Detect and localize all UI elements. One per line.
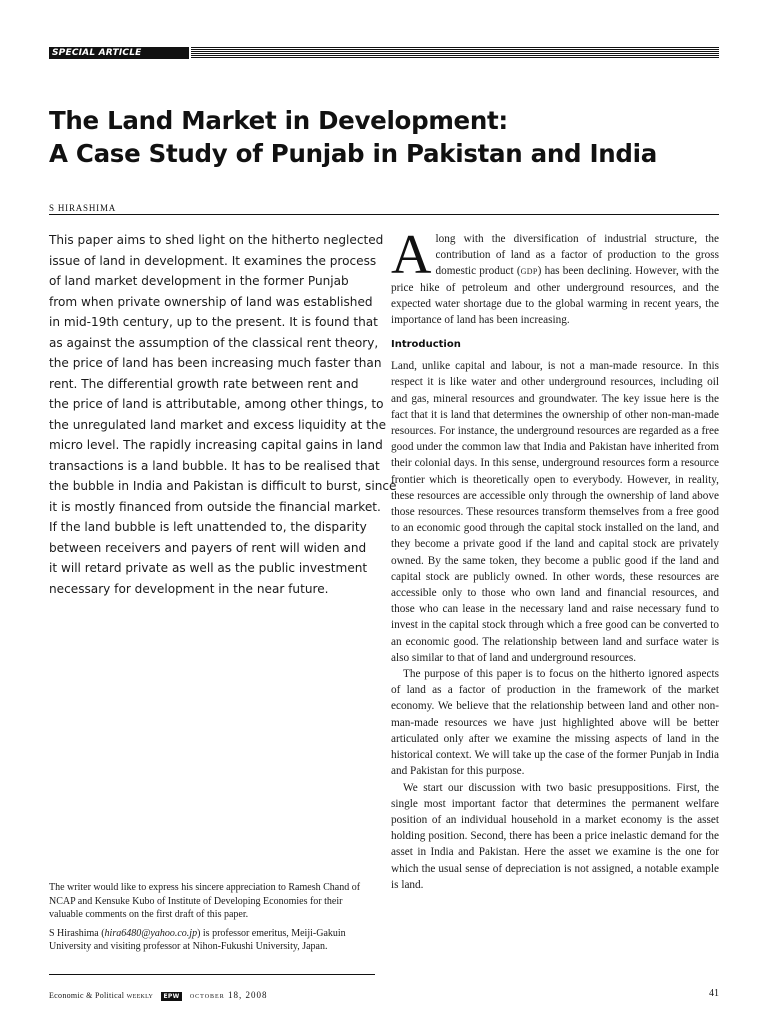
body-paragraph: The purpose of this paper is to focus on the hitherto ignored aspects of land as a factor of production in the framework of the market economy. We believe that the relationship between land and other non-man-made resources we have just highlighted above will be better articulated only after we examine the missing aspects of land in the historical context. We will take up the case of the former Punjab in India and Pakistan for this purpose. [391,668,719,778]
section-label: SPECIAL ARTICLE [49,47,189,59]
abstract-line: the price of land has been increasing much faster than [49,356,382,370]
byline-divider [49,214,719,215]
abstract-line: This paper aims to shed light on the hitherto neglected [49,233,384,247]
gdp-abbreviation: gdp [520,265,538,278]
article-body [391,224,720,893]
acknowledgement-note: The writer would like to express his sincere appreciation to Ramesh Chand of NCAP and Kensuke Kubo of Institute of Developing Economies for their valuable comments on the first draft of this paper. [49,882,361,920]
section-heading-introduction: Introduction [391,339,461,351]
abstract-line: transactions is a land bubble. It has to be realised that [49,458,380,473]
footnote-divider [49,974,375,975]
abstract [49,230,397,599]
article-title-line-1: The Land Market in Development: [49,106,508,135]
page-footer [49,990,267,1001]
abstract-line: in mid-19th century, up to the present. It is found that [49,315,378,329]
affiliation-prefix: S Hirashima ( [49,927,105,939]
section-decorative-rules [191,47,719,59]
lead-text-1: long with the diversification of industrial structure, the contribution of land as a factor of production to the gross domestic product ( [435,233,719,278]
article-title [49,104,719,170]
drop-cap: A [391,224,432,286]
abstract-line: issue of land in development. It examines the process [49,253,377,268]
author-affiliation-note [49,927,375,954]
issue-date: october 18, 2008 [189,990,268,1000]
article-title-line-2: A Case Study of Punjab in Pakistan and India [49,139,657,168]
abstract-line: from when private ownership of land was established [49,294,373,309]
journal-weekly: weekly [126,991,154,1000]
abstract-line: between receivers and payers of rent will widen and [49,540,367,555]
epw-logo-icon: EPW [163,992,180,1000]
abstract-line: micro level. The rapidly increasing capital gains in land [49,438,383,452]
abstract-line: If the land bubble is left unattended to, the disparity [49,520,367,534]
abstract-line: of land market development in the former Punjab [49,274,349,288]
abstract-line: the price of land is attributable, among other things, to [49,397,384,411]
page-number: 41 [709,988,719,999]
body-paragraph: Land, unlike capital and labour, is not a man-made resource. In this respect it is like water and other underground resources, including oil and gas, mineral resources and groundwater. The key issue here is the fact that it is land that determines the ownership of other non-man-made resources. For instance, the underground resources are regarded as a free good under the common law that India and Pakistan have inherited from their colonial days. In this sense, underground resources form a resource frontier which is theoretically open to everybody. However, in reality, these resources are accessible only through the ownership of land above those resources. These resources transform themselves from a free good to an economic good through the capital stock installed on the land, and they become a private good if the land and capital stock are privately owned. By the same token, they become a public good if the land and capital stock are publicly owned. In other words, these resources are accessible only to those who own land and financial resources, and those who can lease in the necessary land and raise necessary fund to invest in the capital stock through which a free good can be converted to an economic good. The relationship between land and surface water is also similar to that of land and underground resources. [391,360,719,664]
abstract-line: rent. The differential growth rate between rent and [49,376,359,391]
abstract-line: as against the assumption of the classical rent theory, [49,335,379,350]
lead-text-2: ) has been declining. However, with the price hike of petroleum and other underground resources, and the expected water shortage due to the global warming in recent years, the importance of land has been increasing. [391,265,720,327]
affiliation-suffix: ) is professor emeritus, Meiji-Gakuin University and visiting professor at Nihon-Fukushi University, Japan. [49,927,346,952]
abstract-line: it will retard private as well as the public investment [49,561,368,575]
author-footnote [49,881,375,959]
author-email-link[interactable]: hira6480@yahoo.co.jp [104,927,198,939]
abstract-line: the bubble in India and Pakistan is difficult to burst, since [49,479,397,493]
section-header-bar [49,47,719,59]
abstract-line: necessary for development in the near future. [49,581,329,596]
abstract-line: the unregulated land market and excess liquidity at the [49,417,387,432]
author-byline: S HIRASHIMA [49,203,117,213]
abstract-line: it is mostly financed from outside the financial market. [49,499,381,514]
journal-name: Economic & Political [49,991,125,1000]
lead-paragraph [391,224,720,328]
body-paragraph: We start our discussion with two basic presuppositions. First, the single most important factor that determines the permanent welfare position of an individual household in a market economy is the asset holding position. Second, there has been a price inelastic demand for the asset in India and Pakistan. Here the asset we examine is the one for which the usual sense of depreciation is not assigned, a notable example is land. [391,781,719,891]
